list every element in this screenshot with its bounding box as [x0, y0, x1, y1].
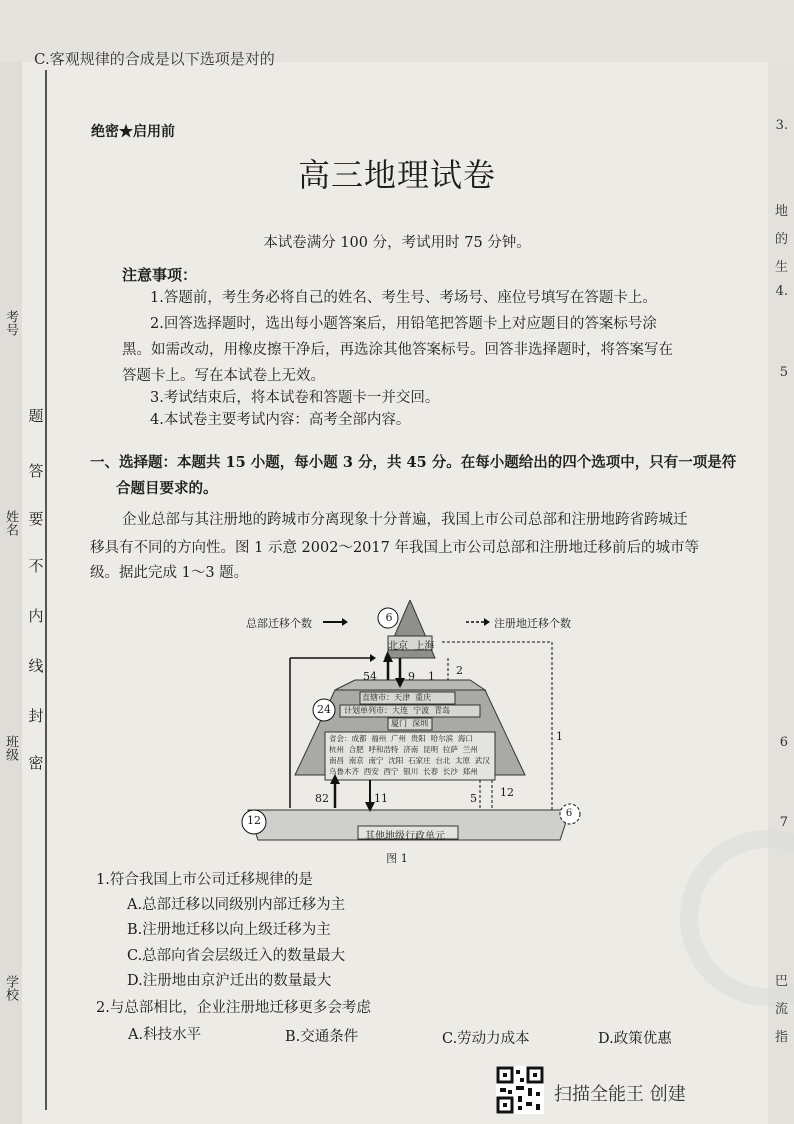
province-line: 省会：成都 福州 广州 贵阳 哈尔滨 海口	[329, 734, 473, 743]
notice-item: 黑。如需改动，用橡皮擦干净后，再选涂其他答案标号。回答非选择题时，将答案写在	[122, 342, 673, 358]
notice-item: 4.本试卷主要考试内容：高考全部内容。	[150, 412, 411, 428]
edge-mark: 的	[774, 232, 788, 247]
section-heading-cont: 合题目要求的。	[116, 480, 218, 497]
notice-item: 3.考试结束后，将本试卷和答题卡一并交回。	[150, 390, 440, 406]
question-2-stem: 2.与总部相比，企业注册地迁移更多会考虑	[96, 1000, 371, 1016]
circle-top-value: 6	[385, 611, 393, 624]
question-2-option: D.政策优惠	[598, 1031, 672, 1047]
binding-label: 答	[28, 462, 44, 480]
flow-value-54: 54	[363, 670, 377, 683]
binding-field-name: 姓名	[3, 510, 18, 536]
binding-line	[45, 70, 47, 1110]
flow-value-5: 5	[470, 792, 477, 805]
notice-item: 答题卡上。写在本试卷上无效。	[122, 368, 325, 384]
legend-hq-label: 总部迁移个数	[246, 617, 312, 630]
binding-field-school: 学校	[3, 975, 18, 1001]
flow-value-9: 9	[408, 670, 415, 683]
page-title: 高三地理试卷	[297, 156, 496, 194]
binding-field-class: 班级	[3, 735, 18, 761]
binding-label: 密	[28, 754, 44, 772]
province-line: 南昌 南京 南宁 沈阳 石家庄 台北 太原 武汉	[329, 756, 490, 765]
legend-solid-arrowhead	[342, 618, 348, 626]
edge-mark: 流	[774, 1002, 788, 1017]
binding-label: 内	[28, 607, 44, 625]
legend-reg-label: 注册地迁移个数	[494, 617, 571, 630]
confidential-mark: 绝密★启用前	[91, 124, 175, 140]
binding-label: 要	[28, 510, 44, 528]
flow-value-1: 1	[428, 670, 435, 683]
edge-mark: 4.	[775, 284, 788, 299]
notice-item: 1.答题前，考生务必将自己的姓名、考生号、考场号、座位号填写在答题卡上。	[150, 290, 657, 306]
legend-dashed-arrowhead	[484, 618, 490, 626]
edge-mark: 6	[779, 735, 788, 750]
question-2-option: C.劳动力成本	[442, 1031, 530, 1047]
notice-item: 2.回答选择题时，选出每小题答案后，用铅笔把答题卡上对应题目的答案标号涂	[150, 316, 657, 332]
figure-caption: 图 1	[386, 852, 408, 865]
mid-tier-line: 直辖市：天津 重庆	[362, 693, 432, 702]
edge-mark: 指	[774, 1030, 788, 1045]
edge-mark: 5	[779, 365, 788, 380]
passage-line: 级。据此完成 1～3 题。	[90, 565, 249, 581]
mid-tier-line: 厦门 深圳	[391, 719, 429, 728]
question-1-option: A.总部迁移以同级别内部迁移为主	[127, 897, 346, 913]
province-line: 乌鲁木齐 西安 西宁 银川 长春 长沙 郑州	[329, 767, 478, 776]
mid-tier-line: 计划单列市：大连 宁波 青岛	[344, 706, 451, 715]
base-tier-label: 其他地级行政单元	[365, 831, 445, 842]
flow-value-11: 11	[374, 792, 388, 805]
flow-value-12: 12	[500, 786, 514, 799]
question-1-option: C.总部向省会层级迁入的数量最大	[127, 948, 346, 964]
question-2-option: A.科技水平	[128, 1027, 202, 1043]
circle-mid-value: 24	[317, 703, 331, 716]
section-heading: 一、选择题：本题共 15 小题，每小题 3 分，共 45 分。在每小题给出的四个选项中，只有一项是符	[90, 454, 737, 471]
binding-label: 题	[28, 407, 44, 425]
province-line: 杭州 合肥 呼和浩特 济南 昆明 拉萨 兰州	[329, 745, 478, 754]
scanner-watermark: 扫描全能王 创建	[554, 1084, 686, 1105]
question-2-option: B.交通条件	[285, 1029, 359, 1045]
qr-code-icon	[496, 1066, 544, 1114]
binding-field-id: 考号	[3, 310, 18, 336]
notice-heading: 注意事项：	[122, 266, 198, 284]
binding-label: 线	[28, 657, 44, 675]
edge-mark: 生	[774, 260, 788, 275]
edge-mark: 3.	[775, 118, 788, 133]
question-1-option: B.注册地迁移以向上级迁移为主	[127, 922, 331, 938]
binding-label: 封	[28, 707, 44, 725]
edge-mark: 地	[774, 204, 788, 219]
previous-page-fragment: C.客观规律的合成是以下选项是对的	[34, 50, 275, 68]
flow-value-82: 82	[315, 792, 329, 805]
top-tier-cities: 北京 上海	[388, 641, 435, 652]
left-binding-strip	[0, 62, 22, 1124]
binding-label: 不	[28, 557, 44, 575]
flow-value-1b: 1	[556, 730, 563, 743]
edge-mark: 巴	[774, 974, 788, 989]
question-1-option: D.注册地由京沪迁出的数量最大	[127, 973, 332, 989]
passage-line: 移具有不同的方向性。图 1 示意 2002～2017 年我国上市公司总部和注册地迁移前后的城市等	[90, 540, 699, 556]
edge-mark: 7	[779, 815, 788, 830]
exam-intro: 本试卷满分 100 分，考试用时 75 分钟。	[263, 235, 531, 251]
passage-line: 企业总部与其注册地的跨城市分离现象十分普遍，我国上市公司总部和注册地跨省跨城迁	[122, 512, 688, 528]
circle-base-right-value: 6	[565, 808, 573, 819]
question-1-stem: 1.符合我国上市公司迁移规律的是	[96, 872, 313, 888]
flow-value-2: 2	[456, 664, 463, 677]
flow-arrowhead	[370, 654, 376, 662]
circle-base-left-value: 12	[247, 814, 261, 827]
